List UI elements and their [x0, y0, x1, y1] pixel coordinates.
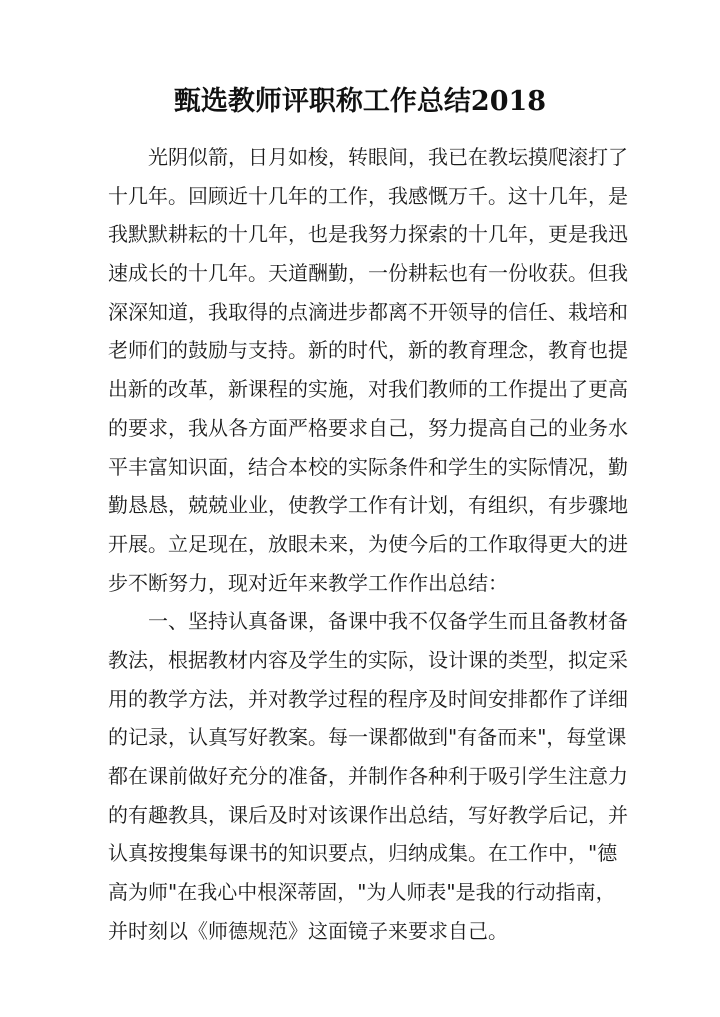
text-line: 高为师"在我心中根深蒂固，"为人师表"是我的行动指南，: [108, 880, 616, 905]
text-line: 开展。立足现在，放眼未来，为使今后的工作取得更大的进: [108, 531, 628, 556]
text-line: 认真按搜集每课书的知识要点，归纳成集。在工作中，"德: [108, 841, 618, 866]
text-line: 平丰富知识面，结合本校的实际条件和学生的实际情况，勤: [108, 454, 628, 479]
text-line: 出新的改革，新课程的实施，对我们教师的工作提出了更高: [108, 377, 628, 402]
text-line: 勤恳恳，兢兢业业，使教学工作有计划，有组织，有步骤地: [108, 493, 628, 518]
text-line: 的要求，我从各方面严格要求自己，努力提高自己的业务水: [108, 415, 628, 440]
text-line: 用的教学方法，并对教学过程的程序及时间安排都作了详细: [108, 686, 628, 711]
document-title: 甄选教师评职称工作总结2018: [173, 86, 547, 117]
text-line: 的有趣教具，课后及时对该课作出总结，写好教学后记，并: [108, 802, 628, 827]
paragraph: [108, 138, 628, 602]
text-line: 十几年。回顾近十几年的工作，我感慨万千。这十几年，是: [108, 183, 628, 208]
document-body: [108, 138, 628, 950]
text-line: 的记录，认真写好教案。每一课都做到"有备而来"，每堂课: [108, 725, 627, 750]
text-line: 都在课前做好充分的准备，并制作各种利于吸引学生注意力: [108, 764, 628, 788]
text-line: 速成长的十几年。天道酬勤，一份耕耘也有一份收获。但我: [108, 261, 628, 286]
text-line: 并时刻以《师德规范》这面镜子来要求自己。: [108, 918, 508, 943]
text-line: 我默默耕耘的十几年，也是我努力探索的十几年，更是我迅: [108, 222, 628, 247]
paragraph: [108, 602, 628, 950]
text-line: 步不断努力，现对近年来教学工作作出总结：: [108, 570, 508, 595]
text-line: 一、坚持认真备课，备课中我不仅备学生而且备教材备: [148, 609, 628, 634]
text-line: 老师们的鼓励与支持。新的时代，新的教育理念，教育也提: [108, 338, 628, 363]
text-line: 光阴似箭，日月如梭，转眼间，我已在教坛摸爬滚打了: [148, 145, 628, 169]
text-line: 教法，根据教材内容及学生的实际，设计课的类型，拟定采: [108, 647, 628, 672]
text-line: 深深知道，我取得的点滴进步都离不开领导的信任、栽培和: [108, 299, 628, 324]
